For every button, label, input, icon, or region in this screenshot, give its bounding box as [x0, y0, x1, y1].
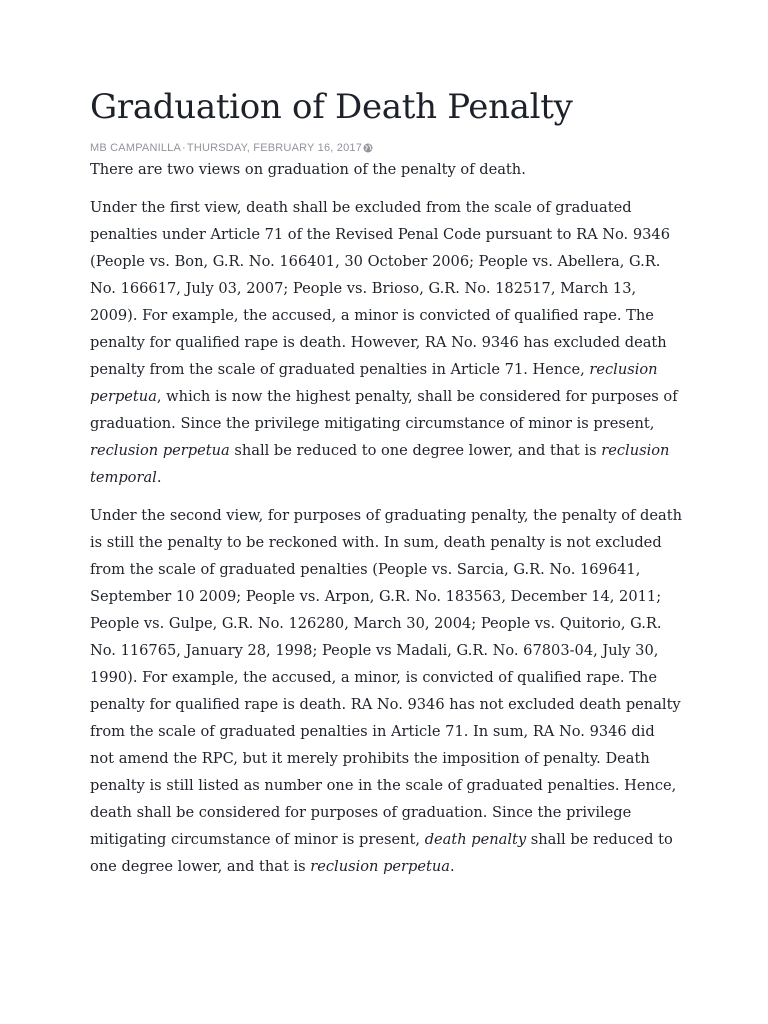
article-meta	[90, 141, 682, 155]
article	[90, 88, 682, 891]
italic-term: reclusion perpetua	[90, 442, 230, 460]
italic-term: reclusion temporal	[90, 442, 670, 487]
publish-date[interactable]: THURSDAY, FEBRUARY 16, 2017	[186, 142, 363, 155]
paragraph-first-view	[90, 194, 682, 491]
article-title: Graduation of Death Penalty	[90, 87, 573, 127]
italic-term: reclusion perpetua	[90, 361, 658, 406]
text-segment: .	[156, 469, 162, 487]
meta-separator: ·	[182, 142, 186, 155]
text-segment: .	[449, 858, 455, 876]
author-name[interactable]: MB CAMPANILLA	[90, 142, 182, 155]
text-segment: shall be reduced to one degree lower, and that is	[229, 442, 602, 460]
paragraph-second-view	[90, 502, 682, 880]
text-segment: Under the second view, for purposes of graduating penalty, the penalty of death is still the penalty to be reckoned with. In sum, death penalty is not excluded from the scale of graduated penalties (People vs. Sarcia, G.R. No. 169641, September 10 2009; People vs. Arpon, G.R. No. 183563, December 14, 2011; People vs. Gulpe, G.R. No. 126280, March 30, 2004; People vs. Quitorio, G.R. No. 116765, January 28, 1998; People vs Madali, G.R. No. 67803-04, July 30, 1990). For example, the accused, a minor, is convicted of qualified rape. The penalty for qualified rape is death. RA No. 9346 has not excluded death penalty from the scale of graduated penalties in Article 71. In sum, RA No. 9346 did not amend the RPC, but it merely prohibits the imposition of penalty. Death penalty is still listed as number one in the scale of graduated penalties. Hence, death shall be considered for purposes of graduation. Since the privilege mitigating circumstance of minor is present,	[90, 507, 682, 849]
text-segment: shall be reduced to one degree lower, and that is	[90, 831, 673, 876]
paragraph-intro: There are two views on graduation of the penalty of death.	[90, 161, 526, 179]
text-segment: Under the first view, death shall be excluded from the scale of graduated penalties under Article 71 of the Revised Penal Code pursuant to RA No. 9346 (People vs. Bon, G.R. No. 166401, 30 October 2006; People vs. Abellera, G.R. No. 166617, July 03, 2007; People vs. Brioso, G.R. No. 182517, March 13, 2009). For example, the accused, a minor is convicted of qualified rape. The penalty for qualified rape is death. However, RA No. 9346 has excluded death penalty from the scale of graduated penalties in Article 71. Hence,	[90, 199, 670, 379]
italic-term: death penalty	[424, 831, 527, 849]
globe-icon[interactable]	[363, 143, 373, 153]
text-segment: , which is now the highest penalty, shall be considered for purposes of graduation. Since the privilege mitigating circumstance of minor is present,	[90, 388, 678, 433]
italic-term: reclusion perpetua	[310, 858, 450, 876]
article-body	[90, 156, 682, 880]
